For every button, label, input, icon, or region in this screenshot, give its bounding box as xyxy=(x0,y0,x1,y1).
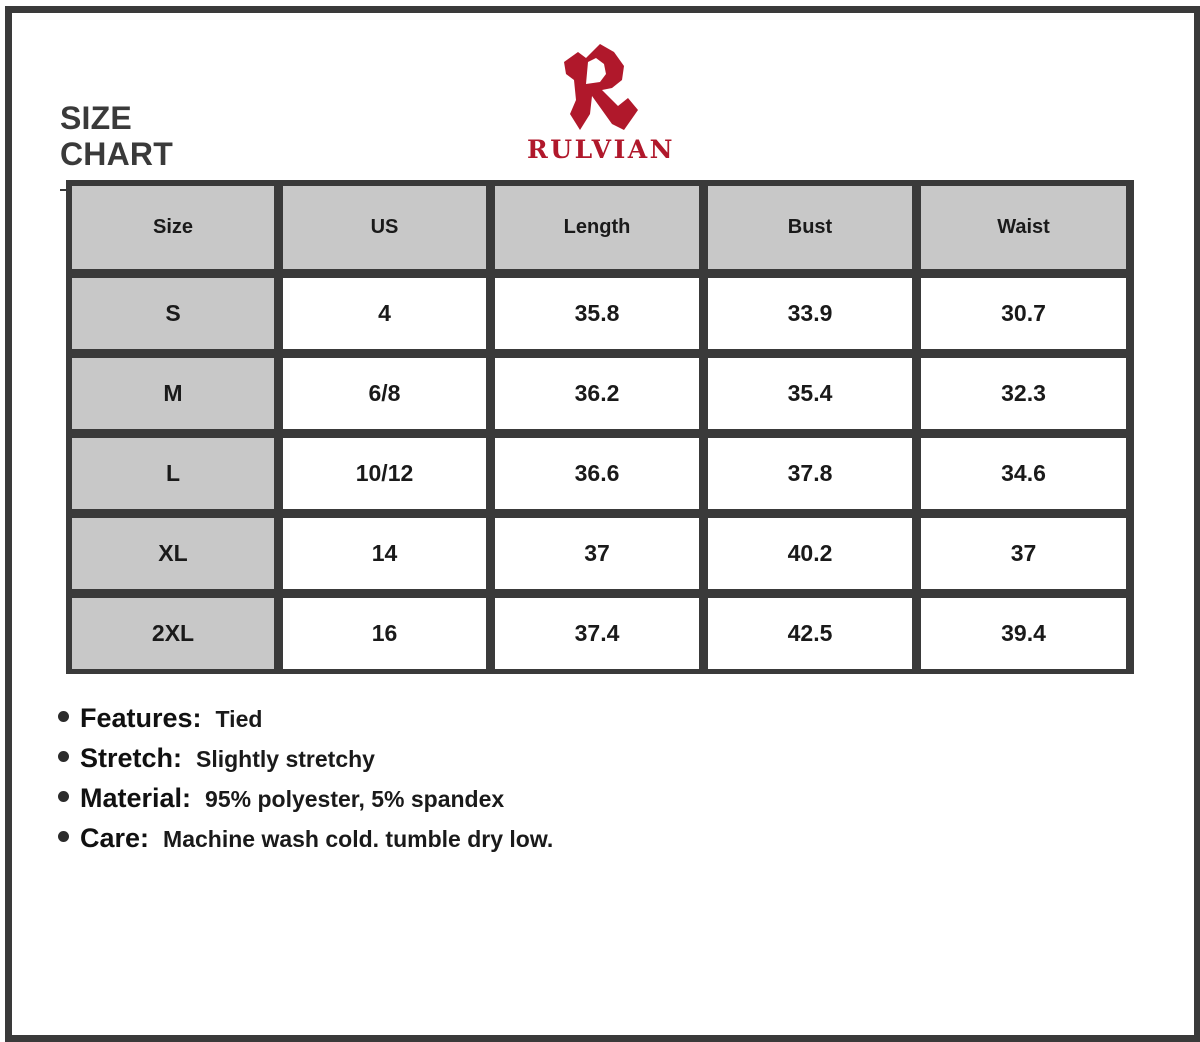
table-cell: 10/12 xyxy=(283,438,486,509)
size-label-cell: S xyxy=(72,278,274,349)
spec-label: Material: xyxy=(80,783,192,813)
table-cell: 39.4 xyxy=(921,598,1126,669)
header-cell-size: Size xyxy=(72,186,274,269)
spec-item xyxy=(58,703,758,743)
bullet-icon xyxy=(58,711,69,722)
spec-value: Tied xyxy=(215,706,263,732)
header-cell-length: Length xyxy=(495,186,699,269)
brand-name: RULVIAN xyxy=(526,135,676,164)
table-cell: 4 xyxy=(283,278,486,349)
r-monogram-icon xyxy=(556,40,646,132)
table-cell: 6/8 xyxy=(283,358,486,429)
table-cell: 37 xyxy=(495,518,699,589)
page-title: SIZE CHART xyxy=(60,100,173,172)
header-cell-us: US xyxy=(283,186,486,269)
spec-item xyxy=(58,783,758,823)
size-label-cell: M xyxy=(72,358,274,429)
table-cell: 14 xyxy=(283,518,486,589)
spec-item xyxy=(58,823,758,863)
bullet-icon xyxy=(58,751,69,762)
table-cell: 37.4 xyxy=(495,598,699,669)
size-label-cell: 2XL xyxy=(72,598,274,669)
size-label-cell: L xyxy=(72,438,274,509)
spec-value: Machine wash cold. tumble dry low. xyxy=(163,826,554,852)
table-cell: 35.4 xyxy=(708,358,912,429)
table-cell: 35.8 xyxy=(495,278,699,349)
spec-label: Stretch: xyxy=(80,743,183,773)
product-specs xyxy=(58,703,758,863)
spec-value: 95% polyester, 5% spandex xyxy=(205,786,505,812)
table-cell: 34.6 xyxy=(921,438,1126,509)
table-cell: 33.9 xyxy=(708,278,912,349)
spec-label: Care: xyxy=(80,823,150,853)
size-chart-table xyxy=(66,180,1134,674)
table-cell: 16 xyxy=(283,598,486,669)
table-cell: 32.3 xyxy=(921,358,1126,429)
table-cell: 37 xyxy=(921,518,1126,589)
table-cell: 37.8 xyxy=(708,438,912,509)
table-cell: 42.5 xyxy=(708,598,912,669)
header-cell-bust: Bust xyxy=(708,186,912,269)
spec-label: Features: xyxy=(80,703,202,733)
table-cell: 36.2 xyxy=(495,358,699,429)
bullet-icon xyxy=(58,831,69,842)
header-cell-waist: Waist xyxy=(921,186,1126,269)
bullet-icon xyxy=(58,791,69,802)
spec-value: Slightly stretchy xyxy=(196,746,375,772)
spec-item xyxy=(58,743,758,783)
title-block xyxy=(60,100,253,191)
table-cell: 40.2 xyxy=(708,518,912,589)
brand-logo xyxy=(520,40,682,165)
size-label-cell: XL xyxy=(72,518,274,589)
table-cell: 36.6 xyxy=(495,438,699,509)
table-cell: 30.7 xyxy=(921,278,1126,349)
